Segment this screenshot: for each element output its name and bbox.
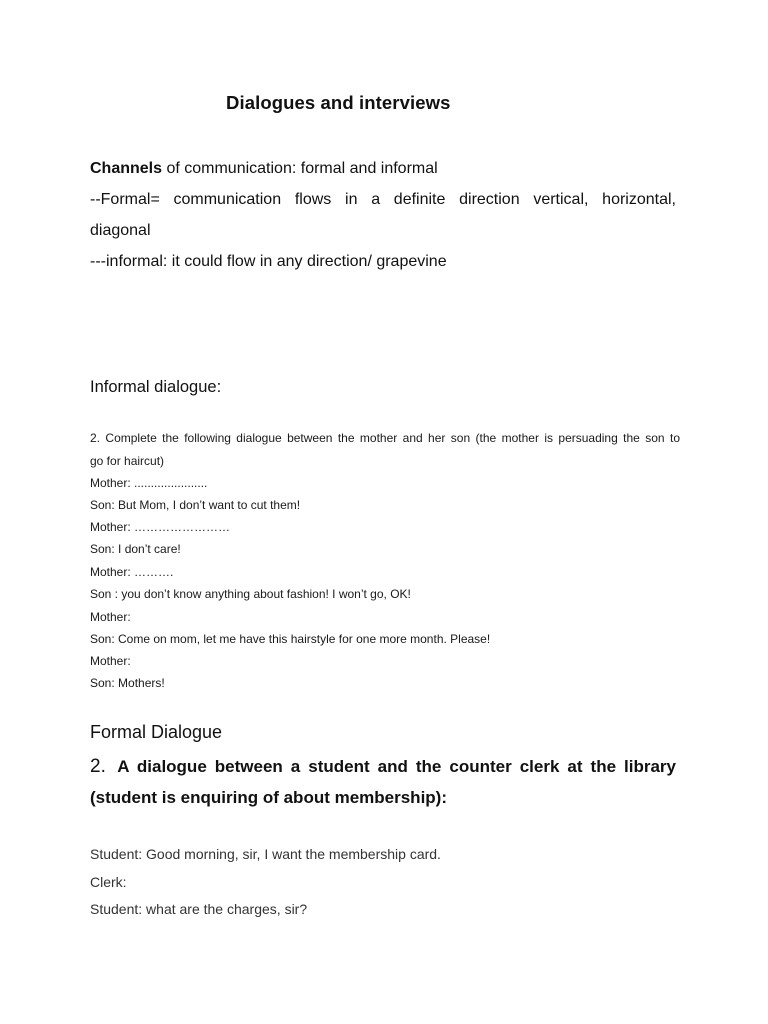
page-title: Dialogues and interviews — [226, 92, 451, 113]
formal-dialogue-line: Student: Good morning, sir, I want the membership card. — [90, 846, 441, 862]
informal-definition-line: ---informal: it could flow in any direction/ grapevine — [90, 253, 447, 270]
channels-line — [90, 160, 438, 178]
formal-question-line-1 — [90, 756, 676, 778]
formal-definition-line-1: --Formal= communication flows in a definite direction vertical, horizontal, — [90, 191, 676, 208]
formal-dialogue-line: Clerk: — [90, 874, 127, 890]
question-number: 2. — [90, 756, 106, 777]
channels-label: Channels — [90, 160, 163, 177]
formal-dialogue-line: Student: what are the charges, sir? — [90, 901, 308, 917]
dialogue-line: Son : you don’t know anything about fashion! I won’t go, OK! — [90, 587, 411, 601]
dialogue-line: Mother: — [90, 654, 131, 668]
dialogue-line: Son: Come on mom, let me have this hairstyle for one more month. Please! — [90, 632, 491, 646]
dialogue-line: Son: I don’t care! — [90, 542, 181, 556]
formal-definition-line-2: diagonal — [90, 222, 151, 239]
dialogue-line: Mother: ...................... — [90, 476, 208, 490]
channels-description: of communication: formal and informal — [162, 160, 438, 177]
dialogue-line: Son: Mothers! — [90, 676, 165, 690]
informal-dialogue-heading: Informal dialogue: — [90, 378, 222, 396]
formal-dialogue-heading: Formal Dialogue — [90, 722, 223, 742]
dialogue-line: Mother: — [90, 610, 131, 624]
dialogue-line: Mother: …………………… — [90, 520, 231, 534]
informal-intro-line-2: go for haircut) — [90, 454, 165, 468]
informal-intro-line-1: 2. Complete the following dialogue between the mother and her son (the mother is persuading the son to — [90, 431, 680, 445]
question-text: A dialogue between a student and the counter clerk at the library — [117, 757, 676, 776]
dialogue-line: Son: But Mom, I don’t want to cut them! — [90, 498, 301, 512]
formal-question-line-2: (student is enquiring of about membership): — [90, 788, 447, 807]
dialogue-line: Mother: ………. — [90, 565, 174, 579]
